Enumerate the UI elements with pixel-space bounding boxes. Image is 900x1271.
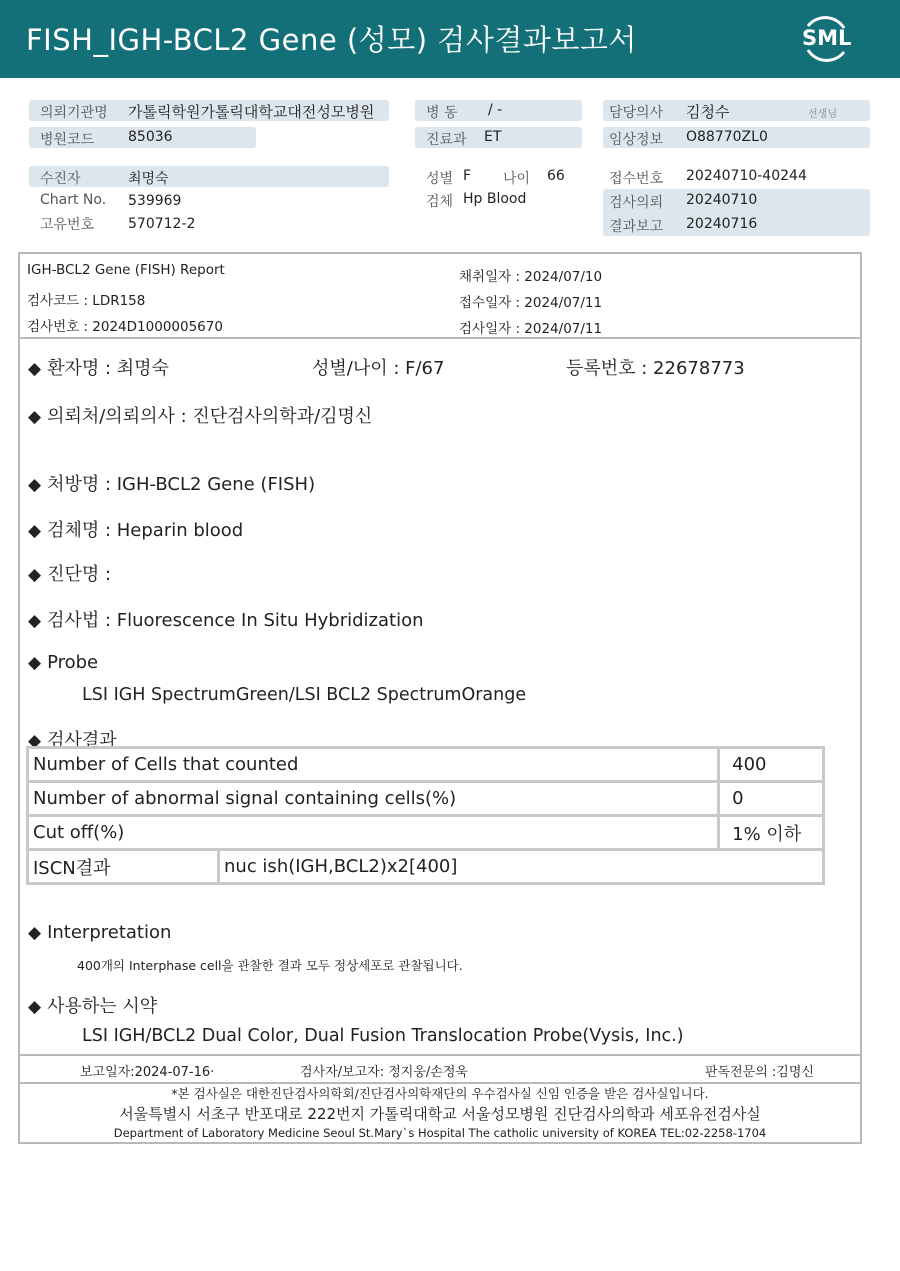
specimen-line: ◆ 검체명 : Heparin blood xyxy=(28,520,244,541)
reagent-heading: ◆ 사용하는 시약 xyxy=(28,996,158,1017)
test-number: 검사번호 : 2024D1000005670 xyxy=(27,319,223,335)
institution-label: 의뢰기관명 xyxy=(40,105,108,121)
department-label: 진료과 xyxy=(426,132,467,148)
report-footer-row xyxy=(20,1054,860,1084)
department-value: ET xyxy=(484,129,502,145)
iscn-value-cell: nuc ish(IGH,BCL2)x2[400] xyxy=(219,850,824,884)
probe-heading: ◆ Probe xyxy=(28,652,99,673)
method-line: ◆ 검사법 : Fluorescence In Situ Hybridization xyxy=(28,610,424,631)
examiner: 검사자/보고자: 정지웅/손정욱 xyxy=(300,1065,468,1080)
sex-value: F xyxy=(463,168,472,184)
doctor-suffix: 선생님 xyxy=(808,109,837,120)
ward-label: 병 동 xyxy=(426,105,458,121)
report-date: 보고일자:2024-07-16· xyxy=(80,1065,215,1080)
diamond-icon: ◆ xyxy=(28,923,42,943)
receipt-date: 접수일자 : 2024/07/11 xyxy=(459,295,603,311)
sex-age: 성별/나이 : F/67 xyxy=(312,358,445,379)
specimen-value: Hp Blood xyxy=(463,191,527,207)
iscn-label-cell: ISCN결과 xyxy=(28,850,219,884)
diamond-icon: ◆ xyxy=(28,565,42,585)
order-line: ◆ 처방명 : IGH-BCL2 Gene (FISH) xyxy=(28,474,316,495)
result-value: 20240716 xyxy=(686,216,758,232)
diamond-icon: ◆ xyxy=(28,359,42,379)
chart-label: Chart No. xyxy=(40,192,107,208)
reviewer: 판독전문의 :김명신 xyxy=(705,1065,814,1080)
report-header-bar xyxy=(0,0,900,78)
doctor-value: 김청수 xyxy=(686,103,730,121)
ward-value: / - xyxy=(488,102,503,118)
specimen-label: 검체 xyxy=(426,194,454,210)
patient-label: 수진자 xyxy=(40,171,81,187)
age-value: 66 xyxy=(547,168,565,184)
diamond-icon: ◆ xyxy=(28,653,42,673)
unique-label: 고유번호 xyxy=(40,217,95,233)
interpretation-text: 400개의 Interphase cell을 관찰한 결과 모두 정상세포로 관찰됩니다. xyxy=(77,958,463,973)
sex-label: 성별 xyxy=(426,171,454,187)
registration-number: 등록번호 : 22678773 xyxy=(566,358,745,379)
result-label: 결과보고 xyxy=(609,219,664,235)
english-address: Department of Laboratory Medicine Seoul St.Mary`s Hospital The catholic university of KOREA TEL:02-2258-1704 xyxy=(113,1126,767,1140)
test-date: 검사일자 : 2024/07/11 xyxy=(459,321,603,337)
diamond-icon: ◆ xyxy=(28,475,42,495)
receipt-value: 20240710-40244 xyxy=(686,168,807,184)
diamond-icon: ◆ xyxy=(28,521,42,541)
diamond-icon: ◆ xyxy=(28,731,42,751)
diamond-icon: ◆ xyxy=(28,407,42,427)
institution-footer xyxy=(20,1084,860,1140)
patient-line: ◆ 환자명 : 최명숙 xyxy=(28,358,169,379)
table-row xyxy=(28,816,824,850)
sml-logo xyxy=(800,14,850,64)
result-table xyxy=(26,746,825,885)
probe-value: LSI IGH SpectrumGreen/LSI BCL2 SpectrumOrange xyxy=(82,685,527,705)
report-header xyxy=(20,254,860,339)
request-label: 검사의뢰 xyxy=(609,195,664,211)
table-row xyxy=(28,782,824,816)
diagnosis-line: ◆ 진단명 : xyxy=(28,564,112,585)
result-label-cell: Cut off(%) xyxy=(28,816,719,850)
doctor-label: 담당의사 xyxy=(609,105,664,121)
collect-date: 채취일자 : 2024/07/10 xyxy=(459,269,603,285)
address-line: 서울특별시 서초구 반포대로 222번지 가톨릭대학교 서울성모병원 진단검사의학과 세포유전검사실 xyxy=(119,1105,761,1123)
report-box xyxy=(18,252,862,1144)
age-label: 나이 xyxy=(503,171,531,187)
report-title: IGH-BCL2 Gene (FISH) Report xyxy=(27,262,225,278)
clinical-label: 임상정보 xyxy=(609,132,664,148)
request-value: 20240710 xyxy=(686,192,758,208)
logo-text: SML xyxy=(802,26,852,50)
patient-value: 최명숙 xyxy=(128,171,169,187)
institution-value: 가톨릭학원가톨릭대학교대전성모병원 xyxy=(128,103,375,121)
table-row xyxy=(28,850,824,884)
test-code: 검사코드 : LDR158 xyxy=(27,293,146,309)
result-label-cell: Number of Cells that counted xyxy=(28,748,719,782)
receipt-label: 접수번호 xyxy=(609,171,664,187)
certification-note: *본 검사실은 대한진단검사의학회/진단검사의학재단의 우수검사실 신임 인증을 받은 검사실입니다. xyxy=(171,1086,709,1101)
diamond-icon: ◆ xyxy=(28,611,42,631)
result-value-cell: 400 xyxy=(719,748,824,782)
result-heading: ◆ 검사결과 xyxy=(28,730,117,751)
clinical-value: O88770ZL0 xyxy=(686,129,768,145)
interpretation-heading: ◆ Interpretation xyxy=(28,922,172,943)
hospital-code-value: 85036 xyxy=(128,129,173,145)
hospital-code-label: 병원코드 xyxy=(40,132,95,148)
result-value-cell: 0 xyxy=(719,782,824,816)
unique-value: 570712-2 xyxy=(128,216,196,232)
reagent-value: LSI IGH/BCL2 Dual Color, Dual Fusion Translocation Probe(Vysis, Inc.) xyxy=(82,1026,684,1046)
referrer-line: ◆ 의뢰처/의뢰의사 : 진단검사의학과/김명신 xyxy=(28,406,373,427)
table-row xyxy=(28,748,824,782)
result-label-cell: Number of abnormal signal containing cells(%) xyxy=(28,782,719,816)
result-value-cell: 1% 이하 xyxy=(719,816,824,850)
chart-value: 539969 xyxy=(128,193,182,209)
diamond-icon: ◆ xyxy=(28,997,42,1017)
page-title: FISH_IGH-BCL2 Gene (성모) 검사결과보고서 xyxy=(26,23,637,57)
